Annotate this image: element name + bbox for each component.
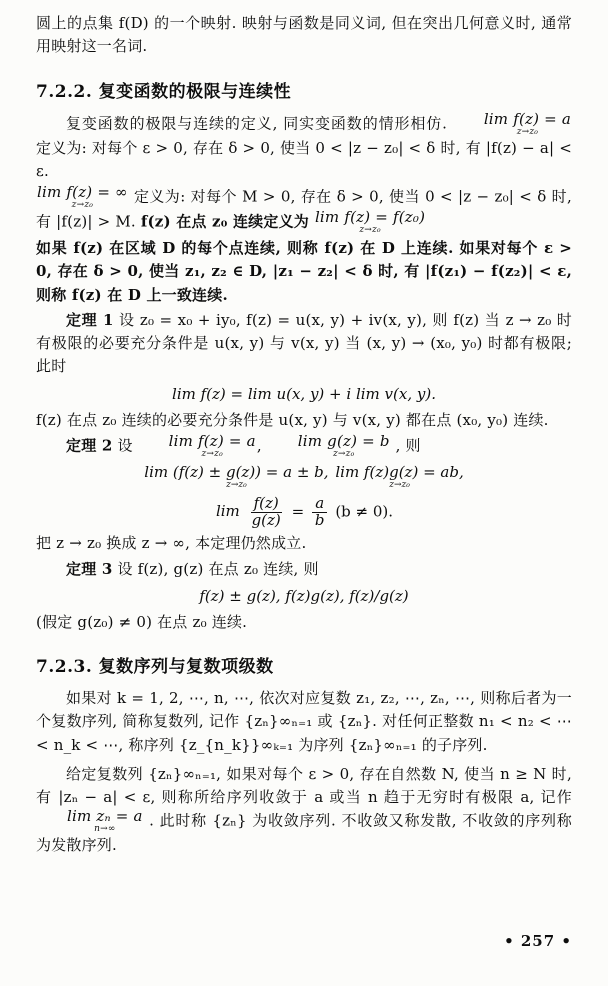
paragraph-theorem-1 [36, 309, 572, 379]
page-number: • 257 • [504, 932, 572, 950]
lim-operator: lim (f(z) ± g(z)) = a ± b, [144, 462, 329, 481]
theorem-3-label: 定理 3 [66, 559, 113, 578]
paragraph-definition-1 [36, 109, 572, 184]
lim-operator: lim [215, 502, 240, 520]
paragraph-after-theorem-1: f(z) 在点 z₀ 连续的必要充分条件是 u(x, y) 与 v(x, y) 都在点 (x₀, y₀) 连续. [36, 410, 549, 429]
display-formula-theorem-3: f(z) ± g(z), f(z)g(z), f(z)/g(z) [199, 586, 409, 605]
paragraph-definition-3: 如果 f(z) 在区域 D 的每个点连续, 则称 f(z) 在 D 上连续. 如果对每个 ε > 0, 存在 δ > 0, 使当 z₁, z₂ ∈ D, |z₁ − z₂| < δ 时, 有 |f(z₁) − f(z₂)| < ε, 则称 f(z) 在 D 上一致连续. [36, 239, 572, 304]
convergence-text: 给定复数列 {zₙ}∞ₙ₌₁, 如果对每个 ε > 0, 存在自然数 N, 使当 n ≥ N 时, 有 |zₙ − a| < ε, 则称所给序列收敛于 a 或当 n 趋于无穷时有极限 a, 记作 [36, 764, 572, 806]
definition-2b-text: f(z) 在点 z₀ 连续定义为 [140, 212, 309, 231]
lim-operator: lim zₙ = a [67, 807, 143, 826]
lim-subscript: n→∞ [94, 824, 116, 835]
page-content [36, 12, 572, 860]
lim-subscript: z→z₀ [332, 448, 355, 459]
lim-operator: lim f(z) = ∞ [37, 183, 128, 201]
fraction-numerator: f(z) [251, 496, 282, 513]
lim-operator: lim f(z) = f(z₀) [314, 208, 426, 226]
section-heading-7-2-3 [36, 652, 572, 677]
convergence-text-b: . 此时称 {zₙ} 为收敛序列. 不收敛又称发散, 不收敛的序列称为发散序列. [36, 811, 572, 855]
definition-1-text: 复变函数的极限与连续的定义, 同实变函数的情形相仿. [66, 114, 448, 132]
lim-subscript: z→z₀ [71, 200, 94, 210]
paragraph-theorem-2: 定理 2 设 lim f(z) = a z→z₀ , lim g(z) = b z→z₀ , 则 [66, 431, 421, 459]
lim-subscript: z→z₀ [389, 479, 410, 490]
lim-subscript: z→z₀ [359, 225, 381, 235]
section-heading-7-2-2 [36, 77, 572, 102]
lim-operator: lim f(z) = a [168, 431, 256, 450]
lim-subscript: z→z₀ [201, 448, 223, 459]
theorem-1-text: 设 z₀ = x₀ + iy₀, f(z) = u(x, y) + iv(x, y), 则 f(z) 当 z → z₀ 时有极限的必要充分条件是 u(x, y) 与 v(x, y) 当 (x, y) → (x₀, y₀) 时都有极限; 此时 [36, 310, 572, 376]
formula-lim-f-eq-infinity [37, 185, 128, 210]
formula-lim-f-eq-a-thm2 [139, 431, 256, 459]
lim-operator: lim f(z) = lim u(x, y) + i lim v(x, y). [172, 385, 436, 403]
theorem-2-text: 设 [117, 436, 133, 455]
fraction-a-over-b [312, 493, 328, 529]
paragraph-theorem-3 [36, 558, 572, 581]
theorem-3-text: 设 f(z), g(z) 在点 z₀ 连续, 则 [117, 559, 319, 578]
display-formula-theorem-1 [36, 385, 572, 403]
theorem-2-label: 定理 2 [66, 436, 113, 455]
definition-2a-text: 定义为: 对每个 M > 0, 存在 δ > 0, 使当 0 < |z − z₀| < δ 时, 有 |f(z)| > M. [36, 187, 573, 231]
lim-product [335, 462, 464, 490]
section-number: 7.2.2. [36, 81, 93, 102]
lim-f [172, 387, 436, 402]
formula-lim-f-eq-a [454, 109, 572, 137]
theorem-2-text-b: , 则 [395, 436, 421, 455]
paragraph-after-theorem-2: 把 z → z₀ 换成 z → ∞, 本定理仍然成立. [36, 534, 307, 553]
lim-operator: lim f(z) = a [483, 109, 572, 128]
paragraph-after-theorem-3: (假定 g(z₀) ≠ 0) 在点 z₀ 连续. [36, 612, 248, 631]
fraction-denominator: b [314, 510, 325, 529]
fraction-f-over-g [249, 493, 284, 529]
fraction-denominator: g(z) [251, 510, 281, 529]
paragraph-sequence-definition: 如果对 k = 1, 2, ⋯, n, ⋯, 依次对应复数 z₁, z₂, ⋯, zₙ, ⋯, 则称后者为一个复数序列, 简称复数列, 记作 {zₙ}∞ₙ₌₁ 或 {zₙ}. 对任何正整数 n₁ < n₂ < ⋯ < n_k < ⋯, 称序列 {z_{n_k}}∞ₖ₌₁ 为序列 {zₙ}∞ₙ₌₁ 的子序列. [36, 689, 572, 754]
display-formula-theorem-2-line1 [36, 462, 572, 490]
section-number: 7.2.3. [36, 657, 93, 677]
paragraph-convergence-definition [36, 763, 572, 858]
lim-operator: lim g(z) = b [297, 431, 390, 450]
lim-subscript: z→z₀ [226, 479, 247, 490]
paragraph-top: 圆上的点集 f(D) 的一个映射. 映射与函数是同义词, 但在突出几何意义时, 通常用映射这一名词. [36, 14, 572, 56]
formula-lim-zn-eq-a [37, 809, 143, 834]
lim-quotient [216, 504, 240, 520]
section-title: 复变函数的极限与连续性 [98, 81, 292, 102]
theorem-1-label: 定理 1 [66, 310, 114, 329]
section-title: 复数序列与复数项级数 [98, 657, 274, 677]
lim-operator: lim f(z)g(z) = ab, [335, 462, 464, 481]
lim-sum-diff [144, 462, 329, 490]
formula-lim-continuous [315, 210, 425, 235]
formula-lim-g-eq-b-thm2 [268, 431, 390, 459]
condition-b-nonzero: (b ≠ 0). [335, 502, 394, 520]
display-formula-theorem-2-line2 [36, 493, 572, 529]
paragraph-definition-2 [36, 185, 572, 235]
equals-sign: = [291, 502, 305, 520]
lim-subscript: z→z₀ [516, 126, 539, 137]
fraction-numerator: a [312, 496, 327, 513]
definition-1b-text: 定义为: 对每个 ε > 0, 存在 δ > 0, 使当 0 < |z − z₀| < δ 时, 有 |f(z) − a| < ε. [36, 138, 572, 180]
